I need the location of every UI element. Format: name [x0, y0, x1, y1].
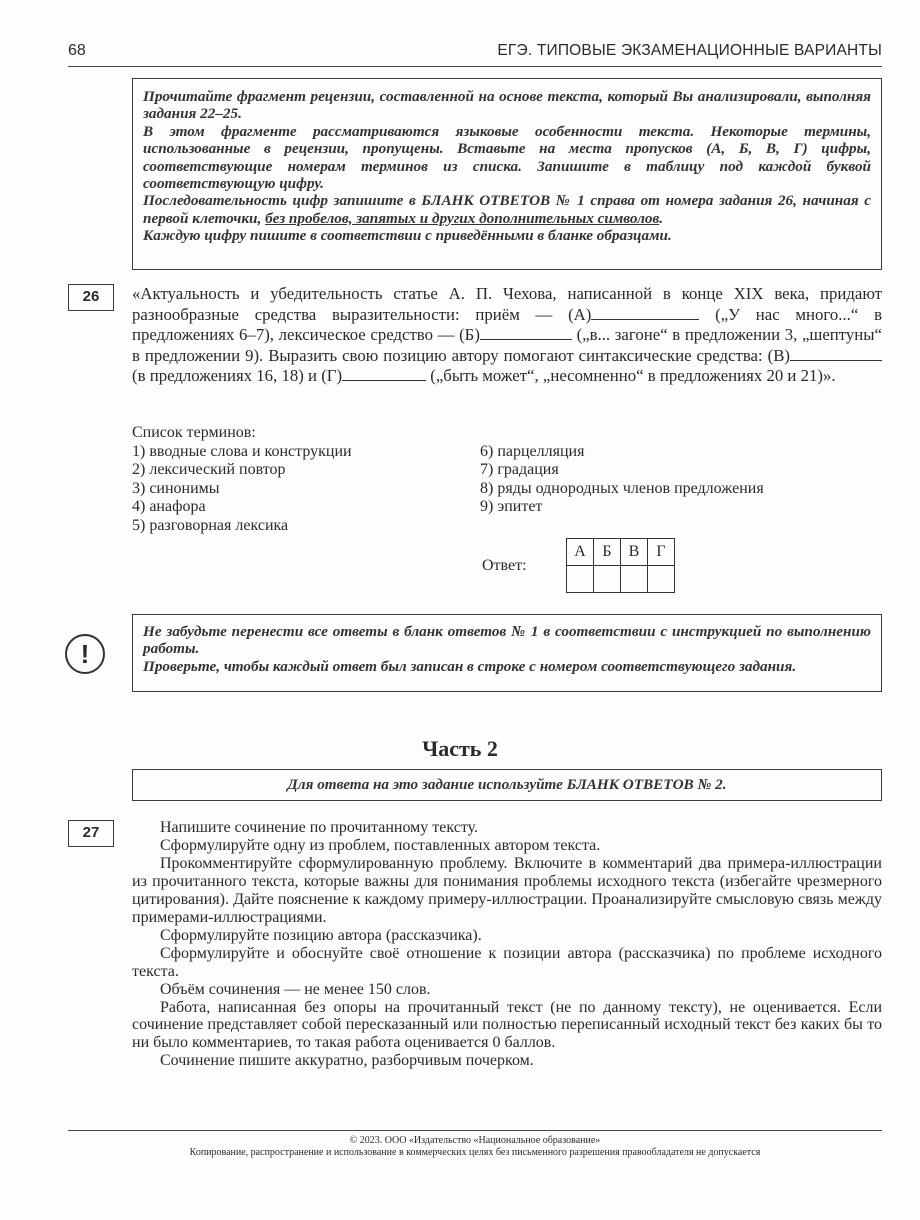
- instructions-p2: В этом фрагменте рассматриваются языковые особенности текста. Некоторые термины, использованные в рецензии, пропущены. Вставьте на места пропусков (А, Б, В, Г) цифры, соответствующие номерам терминов из списка. Запишите в таблицу под каждой буквой соответствующую цифру.: [143, 122, 871, 193]
- task27-paragraph: Напишите сочинение по прочитанному тексту.: [160, 819, 479, 836]
- copyright-line: © 2023. ООО «Издательство «Национальное образование»: [349, 1135, 601, 1146]
- task27-text: [132, 819, 882, 1070]
- task26-s3: („в... загоне“ в предложении 3, „шептуны“ в предложении 9). Выразить свою позицию автору помогают синтаксические средства: (В): [132, 325, 882, 365]
- instructions-p3-text: Последовательность цифр запишите в БЛАНК ОТВЕТОВ № 1 справа от номера задания 26, начиная с первой клеточки,: [143, 192, 871, 227]
- term-item: 6) парцелляция: [480, 442, 585, 460]
- task27-paragraph: Работа, написанная без опоры на прочитанный текст (не по данному тексту), не оценивается. Если сочинение представляет собой пересказанный или полностью переписанный исходный текст без каких бы то ни было комментариев, то такая работа оценивается 0 баллов.: [132, 998, 882, 1052]
- term-item: 2) лексический повтор: [132, 461, 286, 479]
- term-item: 4) анафора: [132, 498, 206, 516]
- answer-cell-a[interactable]: [567, 566, 594, 593]
- term-item: 5) разговорная лексика: [132, 516, 289, 534]
- blank-g: [342, 366, 426, 381]
- answer-header-v: В: [621, 539, 648, 566]
- instructions-p3-end: .: [659, 209, 664, 227]
- task26-s2: („У нас много...“ в предложениях 6–7), лексическое средство — (Б): [132, 304, 882, 345]
- task26-s5: („быть может“, „несомненно“ в предложениях 20 и 21)».: [426, 366, 836, 386]
- answer-header-b: Б: [594, 539, 621, 566]
- instructions-p3-underlined: без пробелов, запятых и других дополнительных символов: [265, 209, 660, 227]
- reminder-box: [132, 614, 882, 692]
- exclamation-icon: !: [65, 634, 105, 674]
- page-header: [68, 40, 882, 67]
- answer-cell-b[interactable]: [594, 566, 621, 593]
- task26-text: [132, 284, 882, 387]
- task26-s1: «Актуальность и убедительность статье А. П. Чехова, написанной в конце XIX века, придают разнообразные средства выразительности: приём — (А): [132, 284, 882, 324]
- part-title: Часть 2: [422, 736, 498, 761]
- answer-header-g: Г: [648, 539, 675, 566]
- reminder-p2: Проверьте, чтобы каждый ответ был записан в строке с номером соответствующего задания.: [143, 657, 797, 675]
- instructions-p3: [143, 192, 871, 227]
- answer-label: Ответ:: [482, 557, 527, 574]
- task26-s4: (в предложениях 16, 18) и (Г): [132, 366, 343, 386]
- part2-note: Для ответа на это задание используйте БЛАНК ОТВЕТОВ № 2.: [132, 769, 882, 801]
- term-item: 8) ряды однородных членов предложения: [480, 479, 764, 497]
- answer-cell-g[interactable]: [648, 566, 675, 593]
- task27-paragraph: Сформулируйте позицию автора (рассказчика).: [160, 926, 482, 944]
- copyright-notice: Копирование, распространение и использование в коммерческих целях без письменного разрешения правообладателя не допускается: [189, 1147, 761, 1158]
- page-number: 68: [68, 42, 86, 59]
- instructions-p4: Каждую цифру пишите в соответствии с приведёнными в бланке образцами.: [143, 227, 672, 245]
- running-title: ЕГЭ. ТИПОВЫЕ ЭКЗАМЕНАЦИОННЫЕ ВАРИАНТЫ: [497, 42, 882, 59]
- term-item: 7) градация: [480, 461, 559, 479]
- reminder-p1: Не забудьте перенести все ответы в бланк ответов № 1 в соответствии с инструкцией по выполнению работы.: [143, 623, 871, 658]
- answer-table: [566, 538, 675, 593]
- answer-header-a: А: [567, 539, 594, 566]
- term-item: 1) вводные слова и конструкции: [132, 442, 352, 460]
- terms-list-left: [132, 424, 352, 536]
- task27-paragraph: Прокомментируйте сформулированную проблему. Включите в комментарий два примера-иллюстрации из прочитанного текста, которые важны для понимания проблемы исходного текста (избегайте чрезмерного цитирования). Дайте пояснение к каждому примеру-иллюстрации. Проанализируйте смысловую связь между примерами-иллюстрациями.: [132, 854, 882, 926]
- task-number-26: 26: [68, 284, 114, 311]
- blank-v: [790, 346, 882, 361]
- task27-paragraph: Сочинение пишите аккуратно, разборчивым почерком.: [160, 1052, 534, 1070]
- term-item: 9) эпитет: [480, 498, 543, 516]
- blank-a: [591, 305, 699, 320]
- task27-paragraph: Сформулируйте одну из проблем, поставленных автором текста.: [160, 836, 601, 854]
- answer-cell-v[interactable]: [621, 566, 648, 593]
- task-number-27: 27: [68, 820, 114, 847]
- terms-list-right: [480, 443, 764, 517]
- terms-title: Список терминов:: [132, 424, 256, 441]
- task27-paragraph: Объём сочинения — не менее 150 слов.: [160, 980, 431, 998]
- term-item: 3) синонимы: [132, 479, 220, 497]
- blank-b: [480, 325, 572, 340]
- copyright-footer: [68, 1130, 882, 1159]
- task27-paragraph: Сформулируйте и обоснуйте своё отношение к позиции автора (рассказчика) по проблеме исходного текста.: [132, 944, 882, 980]
- instructions-box: [132, 78, 882, 270]
- instructions-p1: Прочитайте фрагмент рецензии, составленной на основе текста, который Вы анализировали, выполняя задания 22–25.: [143, 88, 871, 123]
